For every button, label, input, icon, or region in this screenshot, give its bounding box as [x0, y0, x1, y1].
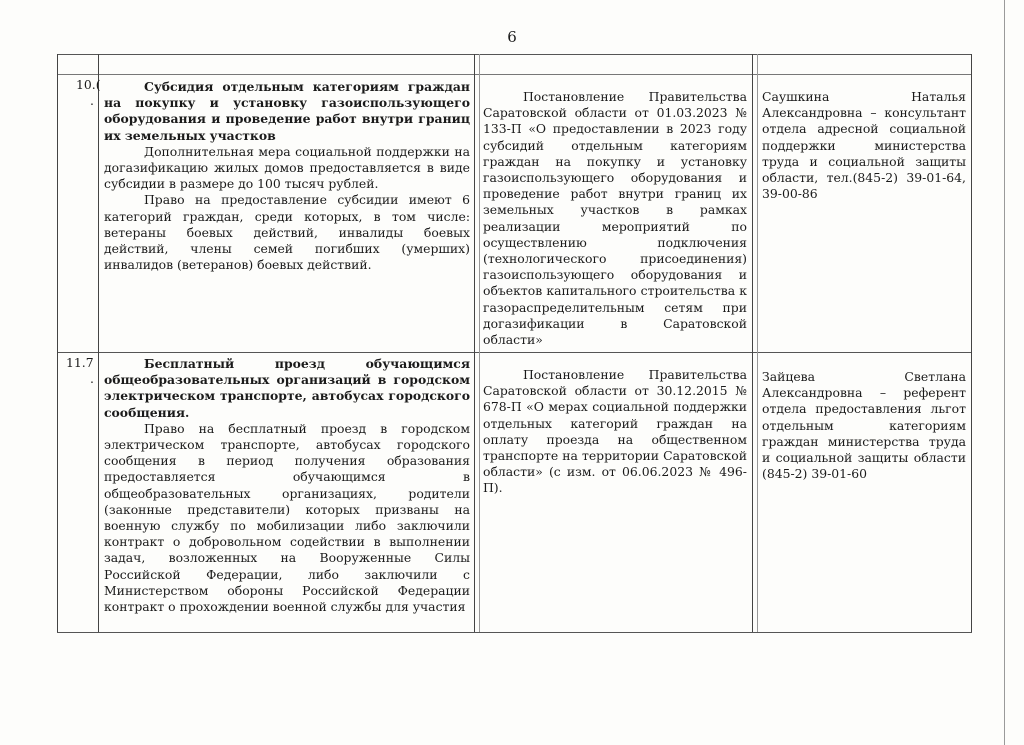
- col-divider-contact-left: [757, 54, 758, 632]
- header-row-border: [57, 74, 972, 75]
- scan-edge-line: [1004, 0, 1005, 745]
- contact-text: Зайцева Светлана Александровна – референт отдела предоставления льгот отдельным категориям граждан министерства труда и социальной защиты области (845-2) 39-01-60: [762, 369, 966, 482]
- table-left-border: [57, 54, 58, 632]
- row-divider: [57, 352, 972, 353]
- measure-paragraph: Дополнительная мера социальной поддержки на догазификацию жилых домов предоставляется в виде субсидии в размере до 100 тысяч рублей.: [104, 143, 470, 192]
- row-number-11: 11.7: [66, 355, 94, 370]
- legal-basis-cell-10: [483, 89, 747, 348]
- measure-cell-11: [104, 356, 470, 615]
- measure-paragraph: Право на бесплатный проезд в городском электрическом транспорте, автобусах городского сообщения в период получения образования предоставляется обучающимся в общеобразовательных организациях, родители (законные представители) которых призваны на военную службу по мобилизации либо заключили контракт о добровольном содействии в выполнении задач, возложенных на Вооруженные Силы Российской Федерации, либо заключили с Министерством обороны Российской Федерации контракт о прохождении военной службы для участия: [104, 420, 470, 615]
- row-number-10: 10.(: [76, 77, 101, 92]
- col-divider-legal: [752, 54, 753, 632]
- measure-title: Субсидия отдельным категориям граждан на покупку и установку газоиспользующего оборудования и проведение работ внутри границ их земельных участков: [104, 79, 470, 143]
- table-right-border: [971, 54, 972, 632]
- table-top-border: [57, 54, 972, 55]
- row-number-dot: .: [90, 93, 94, 108]
- measure-paragraph: Право на предоставление субсидии имеют 6 категорий граждан, среди которых, в том числе: ветераны боевых действий, инвалиды боевых действий, члены семей погибших (умерших) инвалидов (ветеранов) боевых действий.: [104, 192, 470, 273]
- col-divider-legal-left: [479, 54, 480, 632]
- contact-cell-10: [762, 89, 966, 202]
- row-number-dot: .: [90, 371, 94, 386]
- contact-cell-11: [762, 369, 966, 482]
- col-divider-number: [98, 54, 99, 632]
- legal-basis-text: Постановление Правительства Саратовской области от 30.12.2015 № 678-П «О мерах социальной поддержки отдельных категорий граждан на оплату проезда на общественном транспорте на территории Саратовской области» (с изм. от 06.06.2023 № 496-П).: [483, 367, 747, 496]
- legal-basis-text: Постановление Правительства Саратовской области от 01.03.2023 № 133-П «О предоставлении в 2023 году субсидий отдельным категориям граждан на покупку и установку газоиспользующего оборудования и проведение работ внутри границ их земельных участков в рамках реализации мероприятий по осуществлению подключения (технологического присоединения) газоиспользующего оборудования и объектов капитального строительства к газораспределительным сетям при догазификации в Саратовской области»: [483, 89, 747, 348]
- table-bottom-border: [57, 632, 972, 633]
- page-number: 6: [507, 28, 517, 46]
- measure-title: Бесплатный проезд обучающимся общеобразовательных организаций в городском электрическом транспорте, автобусах городского сообщения.: [104, 356, 470, 420]
- contact-text: Саушкина Наталья Александровна – консультант отдела адресной социальной поддержки министерства труда и социальной защиты области, тел.(845-2) 39-01-64, 39-00-86: [762, 89, 966, 202]
- legal-basis-cell-11: [483, 367, 747, 497]
- measure-cell-10: [104, 79, 470, 273]
- col-divider-measure: [474, 54, 475, 632]
